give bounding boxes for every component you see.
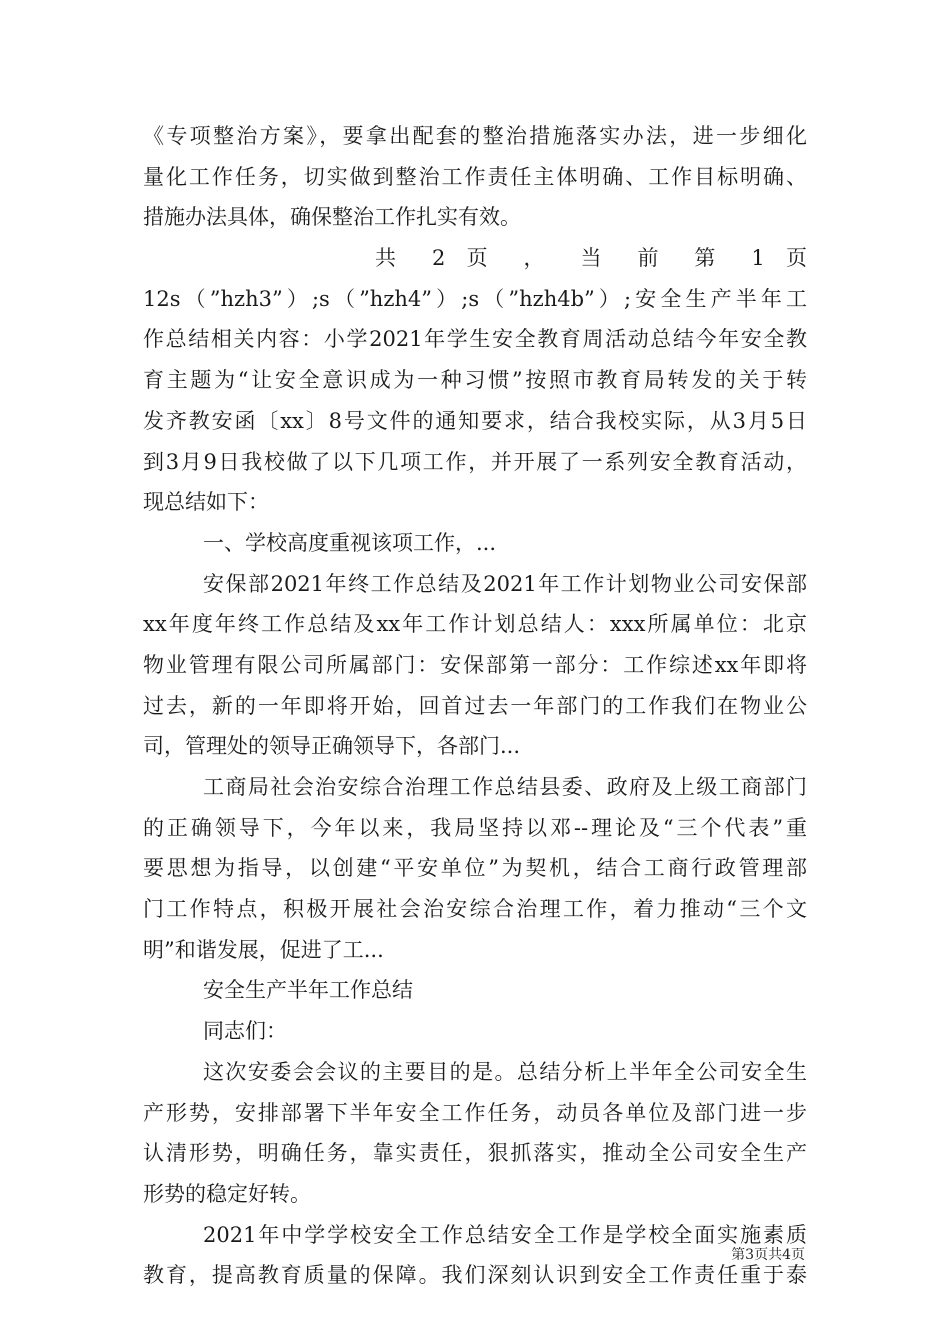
text-line: 门工作特点，积极开展社会治安综合治理工作，着力推动“三个文 — [143, 897, 807, 922]
text-line: 措施办法具体，确保整治工作扎实有效。 — [143, 205, 521, 230]
text-line: 现总结如下： — [143, 490, 269, 515]
text-line: 司，管理处的领导正确领导下，各部门... — [143, 734, 521, 759]
page-indicator-line: 共 2 页 ， 当 前 第 1 页 — [375, 246, 807, 271]
text-line: 要思想为指导，以创建“平安单位”为契机，结合工商行政管理部 — [143, 856, 807, 881]
text-line: xx年度年终工作总结及xx年工作计划总结人：xxx所属单位：北京 — [143, 612, 807, 637]
text-line: 教育，提高教育质量的保障。我们深刻认识到安全工作责任重于泰 — [143, 1263, 807, 1288]
text-line: 2021年中学学校安全工作总结安全工作是学校全面实施素质 — [203, 1222, 807, 1247]
text-line: 过去，新的一年即将开始，回首过去一年部门的工作我们在物业公 — [143, 693, 807, 718]
page-footer: 第3页共4页 — [731, 1247, 805, 1263]
text-line: 这次安委会会议的主要目的是。总结分析上半年全公司安全生 — [203, 1059, 807, 1084]
text-line: 作总结相关内容：小学2021年学生安全教育周活动总结今年安全教 — [143, 327, 807, 352]
text-line: 发齐教安函〔xx〕8号文件的通知要求，结合我校实际，从3月5日 — [143, 408, 807, 433]
text-line: 明”和谐发展，促进了工... — [143, 937, 384, 962]
document-body — [143, 116, 807, 1296]
text-line: 形势的稳定好转。 — [143, 1181, 311, 1206]
text-line: 工商局社会治安综合治理工作总结县委、政府及上级工商部门 — [203, 775, 807, 799]
text-line: 到3月9日我校做了以下几项工作，并开展了一系列安全教育活动， — [143, 449, 807, 474]
text-line: 的正确领导下，今年以来，我局坚持以邓--理论及“三个代表”重 — [143, 815, 807, 840]
text-line: 产形势，安排部署下半年安全工作任务，动员各单位及部门进一步 — [143, 1100, 807, 1125]
text-line: 同志们： — [203, 1019, 287, 1044]
text-line: 一、学校高度重视该项工作，... — [203, 530, 497, 555]
text-line: 物业管理有限公司所属部门：安保部第一部分：工作综述xx年即将 — [143, 652, 807, 677]
text-line: 12s（”hzh3”）;s（”hzh4”）;s（”hzh4b”）;安全生产半年工 — [143, 286, 807, 311]
text-line: 量化工作任务，切实做到整治工作责任主体明确、工作目标明确、 — [143, 164, 807, 189]
text-line: 认清形势，明确任务，靠实责任，狠抓落实，推动全公司安全生产 — [143, 1141, 807, 1166]
text-line: 育主题为“让安全意识成为一种习惯”按照市教育局转发的关于转 — [143, 368, 807, 393]
text-line: 《专项整治方案》，要拿出配套的整治措施落实办法，进一步细化 — [143, 124, 807, 148]
text-line: 安全生产半年工作总结 — [203, 978, 413, 1003]
text-line: 安保部2021年终工作总结及2021年工作计划物业公司安保部 — [203, 571, 807, 596]
